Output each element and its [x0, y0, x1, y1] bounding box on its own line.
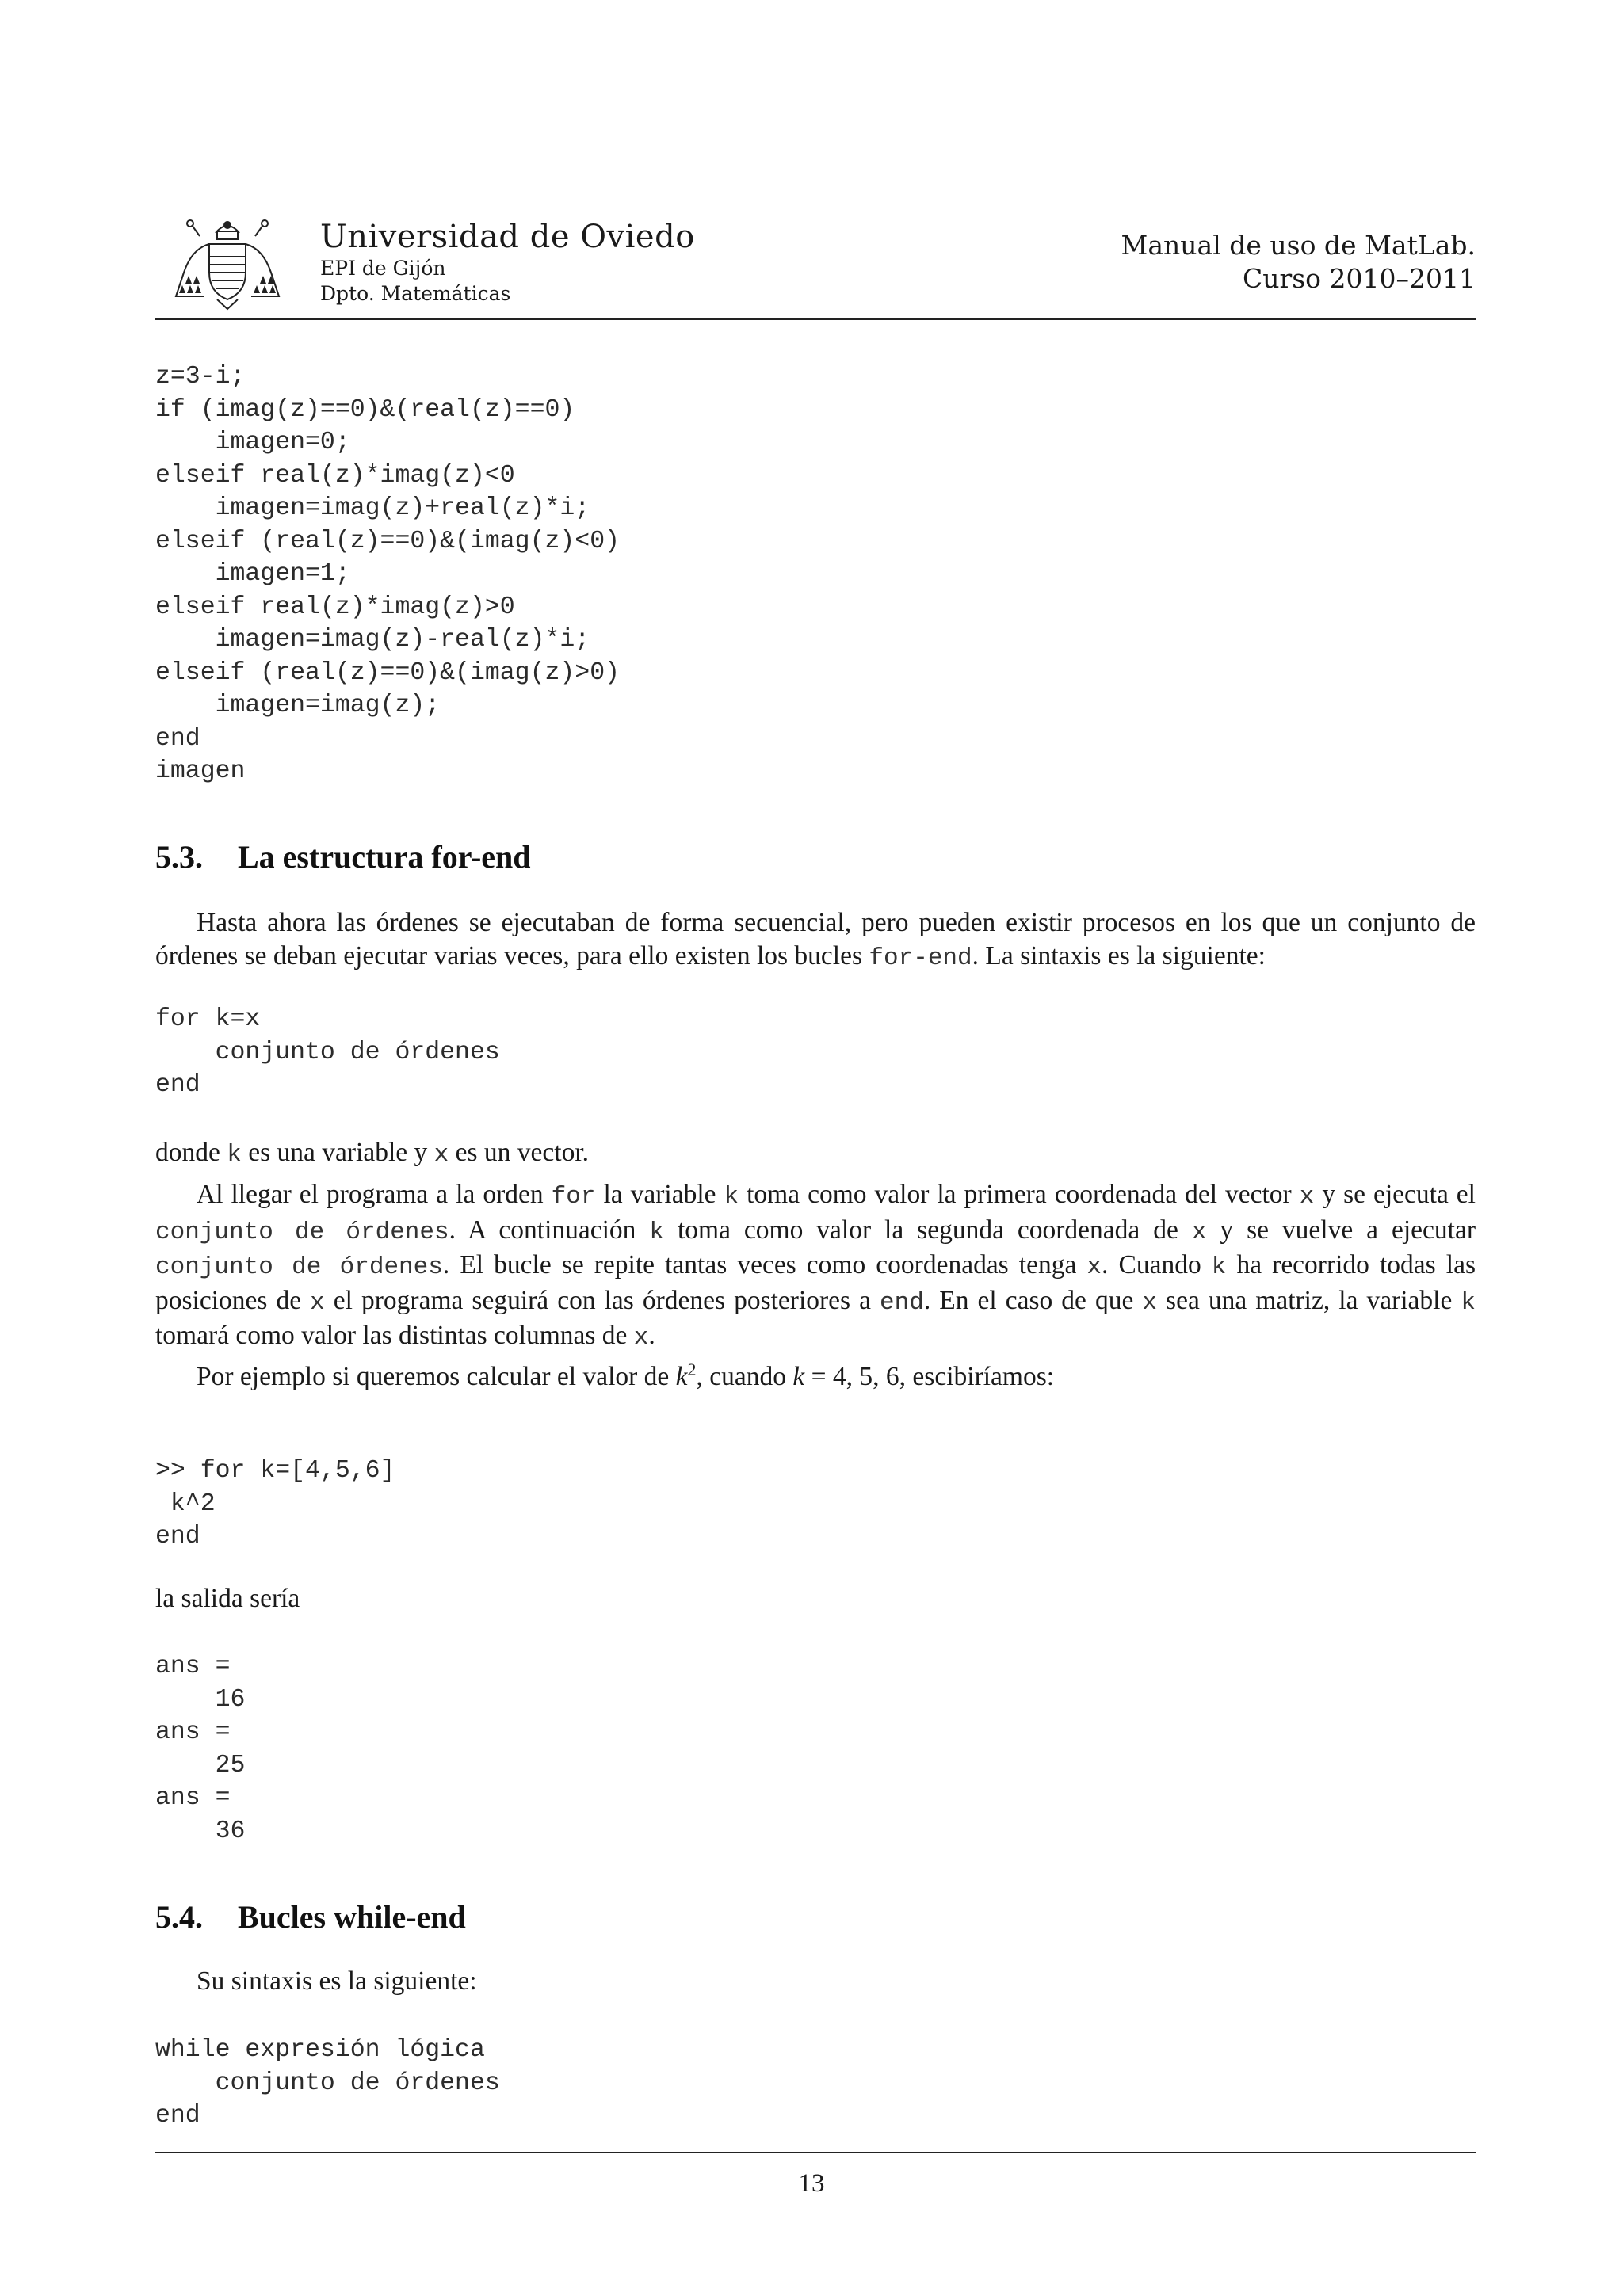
university-name: Universidad de Oviedo — [320, 219, 695, 255]
header-rule — [155, 318, 1476, 320]
code-block-output: ans = 16 ans = 25 ans = 36 — [155, 1653, 246, 1845]
code-block-imagen: z=3-i; if (imag(z)==0)&(real(z)==0) imagen=0; elseif real(z)*imag(z)<0 imagen=imag(z)+real(z)*i; elseif (real(z)==0)&(imag(z)<0) imagen=1; elseif real(z)*imag(z)>0 imagen=imag(z)-real(z)*i; elseif (real(z)==0)&(imag(z)>0) imagen=imag(z); end imagen — [155, 363, 620, 785]
section-heading-5-3 — [155, 838, 531, 875]
department-name: Dpto. Matemáticas — [320, 282, 511, 305]
page-number: 13 — [798, 2169, 825, 2198]
paragraph-salida: la salida sería — [155, 1584, 300, 1613]
section-title: Bucles while-end — [238, 1899, 466, 1935]
paragraph-intro-for: Hasta ahora las órdenes se ejecutaban de forma secuencial, pero pueden existir procesos en los que un conjunto de órdenes se deban ejecutar varias veces, para ello existen los bucles for-end. La sintaxis es la siguiente: — [155, 908, 1476, 972]
paragraph-donde: donde k es una variable y x es un vector. — [155, 1138, 590, 1169]
school-name: EPI de Gijón — [320, 257, 446, 280]
section-number: 5.4. — [155, 1899, 203, 1935]
paragraph-while-intro: Su sintaxis es la siguiente: — [197, 1966, 477, 1996]
course-label: Curso 2010–2011 — [1242, 263, 1476, 294]
paragraph-for-explanation: Al llegar el programa a la orden for la variable k toma como valor la primera coordenada del vector x y se ejecuta el conjunto de órdenes. A continuación k toma como valor la segunda coordenada de x y se vuelve a ejecutar conjunto de órdenes. El bucle se repite tantas veces como coordenadas tenga x. Cuando k ha recorrido todas las posiciones de x el programa seguirá con las órdenes posteriores a end. En el caso de que x sea una matriz, la variable k tomará como valor las distintas columnas de x. — [155, 1180, 1476, 1352]
paragraph-example-intro: Por ejemplo si queremos calcular el valor de $k^2$, cuando k = 4, 5, 6, escibiríamos: — [197, 1360, 1055, 1392]
section-number: 5.3. — [155, 839, 203, 875]
manual-title: Manual de uso de MatLab. — [1121, 230, 1476, 261]
code-block-while-syntax: while expresión lógica conjunto de órdenes end — [155, 2036, 500, 2130]
section-title: La estructura for-end — [238, 839, 531, 875]
university-crest-icon — [168, 217, 287, 312]
page-header — [155, 208, 1476, 318]
code-block-for-syntax: for k=x conjunto de órdenes end — [155, 1005, 500, 1099]
code-block-for-example: >> for k=[4,5,6] k^2 end — [155, 1457, 395, 1550]
footer-rule — [155, 2152, 1476, 2153]
section-heading-5-4 — [155, 1898, 466, 1936]
